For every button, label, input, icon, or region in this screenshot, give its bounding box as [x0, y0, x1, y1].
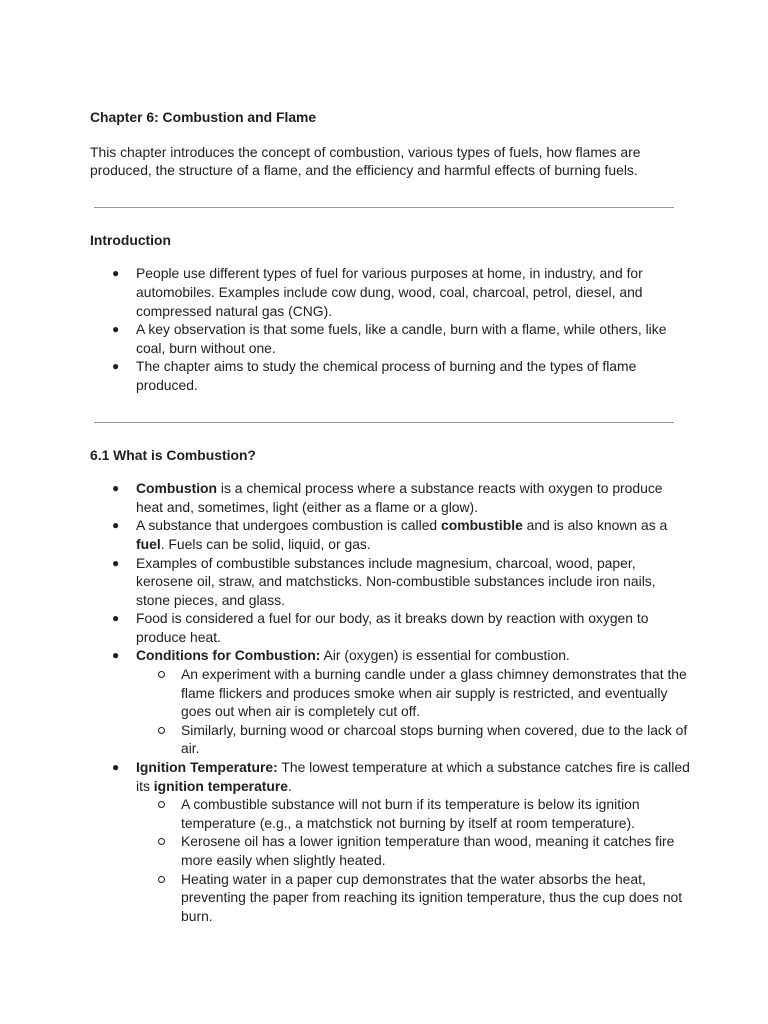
sub-list-item: An experiment with a burning candle under a glass chimney demonstrates that the flame flickers and produces smoke when air supply is restricted, and eventually goes out when air is completely cut off. [136, 665, 690, 721]
bullet-icon: ● [112, 322, 120, 337]
bullet-icon: ● [112, 518, 120, 533]
hollow-bullet-icon [158, 801, 165, 808]
hollow-bullet-icon [158, 876, 165, 883]
sub-list-item: Kerosene oil has a lower ignition temperature than wood, meaning it catches fire more easily when slightly heated. [136, 832, 690, 869]
bullet-icon: ● [112, 266, 120, 281]
bullet-icon: ● [112, 760, 120, 775]
hollow-bullet-icon [158, 727, 165, 734]
divider [94, 207, 674, 208]
bullet-icon: ● [112, 611, 120, 626]
hollow-bullet-icon [158, 838, 165, 845]
chapter-intro: This chapter introduces the concept of combustion, various types of fuels, how flames are produced, the structure of a flame, and the efficiency and harmful effects of burning fuels. [90, 143, 641, 179]
list-item: ● Combustion is a chemical process where a substance reacts with oxygen to produce heat and, sometimes, light (either as a flame or a glow). [112, 480, 663, 515]
divider [94, 422, 674, 423]
introduction-heading: Introduction [90, 231, 172, 248]
sub-list-item: Similarly, burning wood or charcoal stops burning when covered, due to the lack of air. [136, 721, 690, 758]
list-item: ● The chapter aims to study the chemical process of burning and the types of flame produced. [112, 358, 637, 393]
sub-list-item: Heating water in a paper cup demonstrates that the water absorbs the heat, preventing the paper from reaching its ignition temperature, thus the cup does not burn. [136, 870, 690, 926]
bullet-icon: ● [112, 481, 120, 496]
hollow-bullet-icon [158, 671, 165, 678]
list-item: ● People use different types of fuel for various purposes at home, in industry, and for automobiles. Examples include cow dung, wood, coal, charcoal, petrol, diesel, and compressed natural gas (CNG). [112, 265, 643, 319]
bullet-icon: ● [112, 359, 120, 374]
sub-list [136, 795, 690, 925]
section-heading: 6.1 What is Combustion? [90, 446, 256, 463]
sub-list [136, 665, 690, 758]
list-item: ● Conditions for Combustion: Air (oxygen) is essential for combustion. An experiment with a burning candle under a glass chimney demonstrates that the flame flickers and produces smoke when air supply is restricted, and eventually goes out when air is completely cut off. Similarly, burning wood or charcoal stops burning when covered, due to the lack of air. [90, 646, 690, 758]
list-item: ● Examples of combustible substances include magnesium, charcoal, wood, paper, kerosene oil, straw, and matchsticks. Non-combustible substances include iron nails, stone pieces, and glass. [112, 554, 656, 608]
introduction-list [90, 264, 690, 394]
sub-list-item: A combustible substance will not burn if its temperature is below its ignition temperature (e.g., a matchstick not burning by itself at room temperature). [136, 795, 690, 832]
list-item: ● A key observation is that some fuels, like a candle, burn with a flame, while others, like coal, burn without one. [112, 321, 667, 356]
chapter-title: Chapter 6: Combustion and Flame [90, 109, 317, 125]
section-list [90, 479, 690, 925]
list-item: ● Food is considered a fuel for our body, as it breaks down by reaction with oxygen to produce heat. [112, 610, 649, 645]
list-item: ● A substance that undergoes combustion is called combustible and is also known as a fuel. Fuels can be solid, liquid, or gas. [112, 517, 668, 552]
document-page [90, 108, 690, 925]
list-item: ● Ignition Temperature: The lowest temperature at which a substance catches fire is called its ignition temperature. A combustible substance will not burn if its temperature is below its ignition temperature (e.g., a matchstick not burning by itself at room temperature). Kerosene oil has a lower ignition temperature than wood, meaning it catches fire more easily when slightly heated. Heating water in a paper cup demonstrates that the water absorbs the heat, preventing the paper from reaching its ignition temperature, thus the cup does not burn. [112, 759, 690, 924]
bullet-icon: ● [112, 648, 120, 663]
bullet-icon: ● [112, 555, 120, 570]
